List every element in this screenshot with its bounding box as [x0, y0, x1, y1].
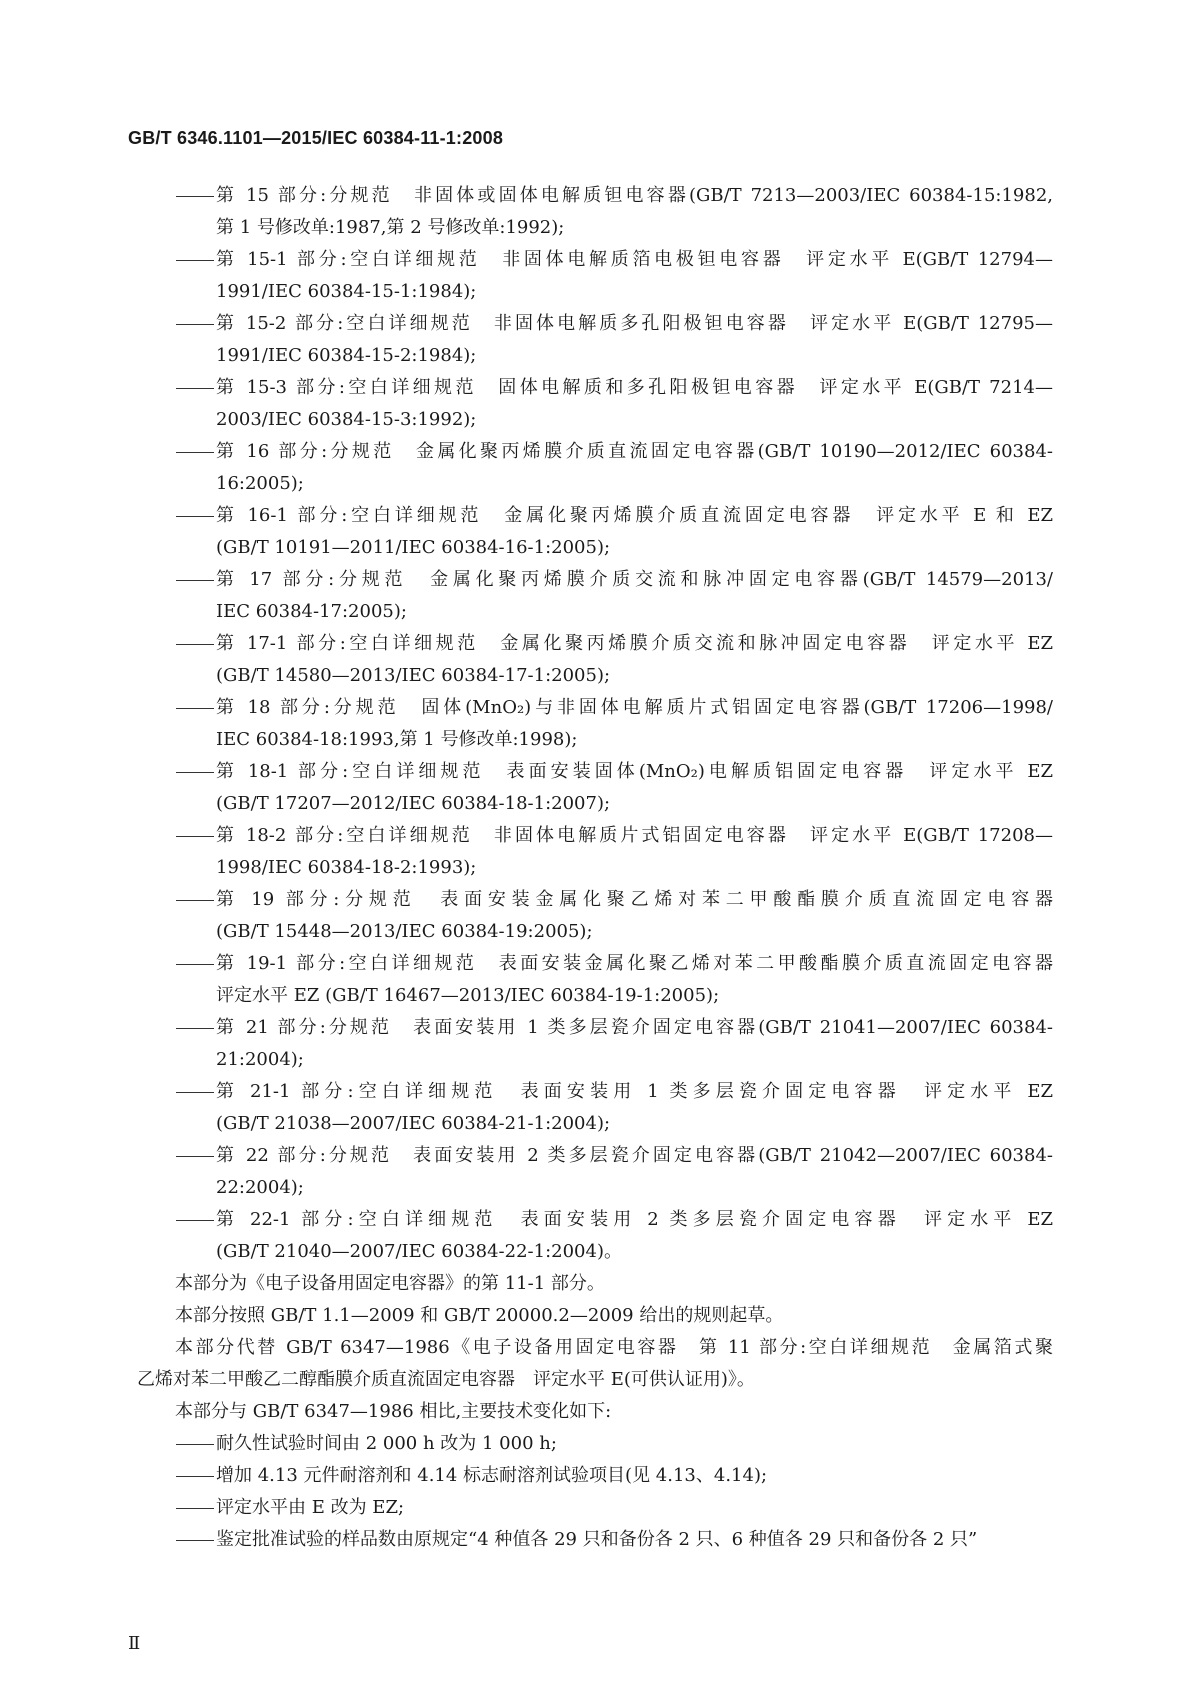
em-dash-marker	[175, 756, 216, 788]
list-item	[175, 436, 1053, 500]
text-line: 第 15-2 部分:空白详细规范 非固体电解质多孔阳极钽电容器 评定水平 E(GB/T 12795—	[216, 313, 1053, 334]
text-line: 第 22 部分:分规范 表面安装用 2 类多层瓷介固定电容器(GB/T 21042—2007/IEC 60384-	[216, 1145, 1053, 1166]
page-number: Ⅱ	[128, 1633, 141, 1654]
text-line: 16:2005);	[216, 473, 304, 494]
text-line: (GB/T 10191—2011/IEC 60384-16-1:2005);	[216, 537, 611, 558]
list-item	[175, 1012, 1053, 1076]
list-item	[175, 308, 1053, 372]
list-item	[175, 564, 1053, 628]
text-line: 1991/IEC 60384-15-1:1984);	[216, 281, 477, 302]
paragraph	[175, 1300, 1053, 1332]
change-item	[175, 1524, 1053, 1556]
em-dash-marker	[175, 1140, 216, 1172]
text-line: 第 1 号修改单:1987,第 2 号修改单:1992);	[216, 217, 565, 238]
text-line: 鉴定批准试验的样品数由原规定“4 种值各 29 只和备份各 2 只、6 种值各 29 只和备份各 2 只”	[216, 1529, 978, 1550]
text-line: 第 18-2 部分:空白详细规范 非固体电解质片式铝固定电容器 评定水平 E(GB/T 17208—	[216, 825, 1053, 846]
text-line: 增加 4.13 元件耐溶剂和 4.14 标志耐溶剂试验项目(见 4.13、4.14);	[216, 1465, 768, 1486]
document-code-header: GB/T 6346.1101—2015/IEC 60384-11-1:2008	[128, 128, 504, 148]
list-item	[175, 244, 1053, 308]
em-dash-marker	[175, 1076, 216, 1108]
text-line: 本部分代替 GB/T 6347—1986《电子设备用固定电容器 第 11 部分:空白详细规范 金属箔式聚	[175, 1337, 1053, 1358]
em-dash-marker	[175, 628, 216, 660]
text-line: 1991/IEC 60384-15-2:1984);	[216, 345, 477, 366]
text-line: 2003/IEC 60384-15-3:1992);	[216, 409, 477, 430]
em-dash-marker	[175, 1012, 216, 1044]
change-item	[175, 1428, 1053, 1460]
text-line: 第 15-1 部分:空白详细规范 非固体电解质箔电极钽电容器 评定水平 E(GB/T 12794—	[216, 249, 1053, 270]
text-line: 本部分与 GB/T 6347—1986 相比,主要技术变化如下:	[175, 1401, 612, 1422]
em-dash-marker	[175, 948, 216, 980]
text-line: 第 18-1 部分:空白详细规范 表面安装固体(MnO₂)电解质铝固定电容器 评定水平 EZ	[216, 761, 1053, 782]
text-line: 第 19-1 部分:空白详细规范 表面安装金属化聚乙烯对苯二甲酸酯膜介质直流固定电容器	[216, 953, 1053, 974]
foreword-content	[137, 180, 1053, 1556]
em-dash-marker	[175, 372, 216, 404]
text-line: 第 19 部分:分规范 表面安装金属化聚乙烯对苯二甲酸酯膜介质直流固定电容器	[216, 889, 1053, 910]
em-dash-marker	[175, 244, 216, 276]
em-dash-marker	[175, 692, 216, 724]
em-dash-marker	[175, 308, 216, 340]
em-dash-marker	[175, 1460, 216, 1492]
technical-changes-list	[175, 1428, 1053, 1556]
em-dash-marker	[175, 1428, 216, 1460]
em-dash-marker	[175, 180, 216, 212]
text-line: 评定水平由 E 改为 EZ;	[216, 1497, 405, 1518]
list-item	[175, 372, 1053, 436]
text-line: 第 18 部分:分规范 固体(MnO₂)与非固体电解质片式铝固定电容器(GB/T 17206—1998/	[216, 697, 1053, 718]
text-line: 耐久性试验时间由 2 000 h 改为 1 000 h;	[216, 1433, 557, 1454]
change-item	[175, 1492, 1053, 1524]
list-item	[175, 1140, 1053, 1204]
em-dash-marker	[175, 884, 216, 916]
list-item	[175, 500, 1053, 564]
text-line: IEC 60384-17:2005);	[216, 601, 407, 622]
list-item	[175, 1076, 1053, 1140]
text-line: (GB/T 15448—2013/IEC 60384-19:2005);	[216, 921, 593, 942]
text-line: 第 21 部分:分规范 表面安装用 1 类多层瓷介固定电容器(GB/T 21041—2007/IEC 60384-	[216, 1017, 1053, 1038]
list-item	[175, 628, 1053, 692]
paragraph	[175, 1268, 1053, 1300]
paragraph	[137, 1332, 1053, 1396]
text-line: 第 15-3 部分:空白详细规范 固体电解质和多孔阳极钽电容器 评定水平 E(GB/T 7214—	[216, 377, 1053, 398]
paragraph	[175, 1396, 1053, 1428]
list-item	[175, 692, 1053, 756]
em-dash-marker	[175, 1524, 216, 1556]
text-line: 第 16 部分:分规范 金属化聚丙烯膜介质直流固定电容器(GB/T 10190—2012/IEC 60384-	[216, 441, 1053, 462]
text-line: 本部分按照 GB/T 1.1—2009 和 GB/T 20000.2—2009 给出的规则起草。	[175, 1305, 784, 1326]
list-item	[175, 1204, 1053, 1268]
text-line: 本部分为《电子设备用固定电容器》的第 11-1 部分。	[175, 1273, 605, 1294]
related-parts-list	[175, 180, 1053, 1268]
text-line: 1998/IEC 60384-18-2:1993);	[216, 857, 477, 878]
text-line: (GB/T 21040—2007/IEC 60384-22-1:2004)。	[216, 1241, 622, 1262]
text-line: 第 16-1 部分:空白详细规范 金属化聚丙烯膜介质直流固定电容器 评定水平 E 和 EZ	[216, 505, 1053, 526]
list-item	[175, 180, 1053, 244]
text-line: 第 21-1 部分:空白详细规范 表面安装用 1 类多层瓷介固定电容器 评定水平 EZ	[216, 1081, 1053, 1102]
list-item	[175, 884, 1053, 948]
text-line: 第 15 部分:分规范 非固体或固体电解质钽电容器(GB/T 7213—2003/IEC 60384-15:1982,	[216, 185, 1053, 206]
list-item	[175, 948, 1053, 1012]
text-line: IEC 60384-18:1993,第 1 号修改单:1998);	[216, 729, 578, 750]
text-line: 评定水平 EZ (GB/T 16467—2013/IEC 60384-19-1:2005);	[216, 985, 720, 1006]
em-dash-marker	[175, 820, 216, 852]
text-line: 22:2004);	[216, 1177, 304, 1198]
list-item	[175, 820, 1053, 884]
text-line: 第 22-1 部分:空白详细规范 表面安装用 2 类多层瓷介固定电容器 评定水平 EZ	[216, 1209, 1053, 1230]
text-line: (GB/T 17207—2012/IEC 60384-18-1:2007);	[216, 793, 611, 814]
text-line: 21:2004);	[216, 1049, 304, 1070]
text-line: 第 17-1 部分:空白详细规范 金属化聚丙烯膜介质交流和脉冲固定电容器 评定水平 EZ	[216, 633, 1053, 654]
em-dash-marker	[175, 564, 216, 596]
em-dash-marker	[175, 500, 216, 532]
text-line: (GB/T 14580—2013/IEC 60384-17-1:2005);	[216, 665, 611, 686]
text-line: 第 17 部分:分规范 金属化聚丙烯膜介质交流和脉冲固定电容器(GB/T 14579—2013/	[216, 569, 1053, 590]
em-dash-marker	[175, 1492, 216, 1524]
foreword-paragraphs	[137, 1268, 1053, 1428]
list-item	[175, 756, 1053, 820]
em-dash-marker	[175, 436, 216, 468]
change-item	[175, 1460, 1053, 1492]
text-line: 乙烯对苯二甲酸乙二醇酯膜介质直流固定电容器 评定水平 E(可供认证用)》。	[137, 1369, 755, 1390]
em-dash-marker	[175, 1204, 216, 1236]
text-line: (GB/T 21038—2007/IEC 60384-21-1:2004);	[216, 1113, 611, 1134]
